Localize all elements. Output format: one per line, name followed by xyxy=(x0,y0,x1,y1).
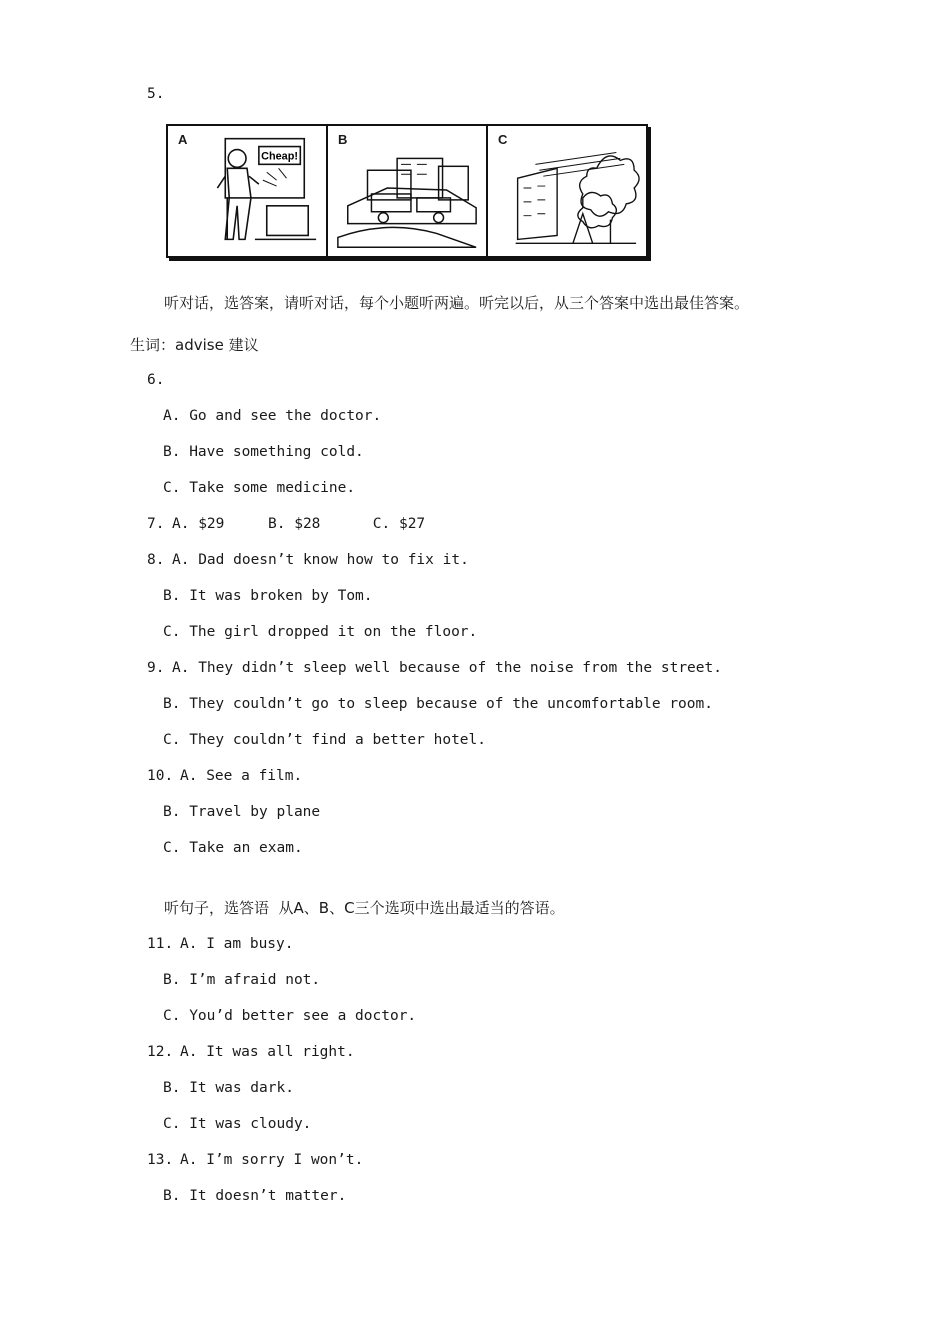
question-12-option-c[interactable]: C. It was cloudy. xyxy=(163,1116,312,1132)
question-5-number: 5. xyxy=(147,86,165,102)
question-8-option-c[interactable]: C. The girl dropped it on the floor. xyxy=(163,624,478,640)
question-6-number: 6. xyxy=(147,372,165,388)
question-6-option-c[interactable]: C. Take some medicine. xyxy=(163,480,356,496)
question-5-picture-strip xyxy=(166,124,648,258)
question-9-option-c[interactable]: C. They couldn’t find a better hotel. xyxy=(163,732,487,748)
sentence-section-instruction: 听句子，选答语 从A、B、C三个选项中选出最适当的答语。 xyxy=(164,899,565,917)
question-10-option-a[interactable]: A. See a film. xyxy=(180,768,303,784)
question-11-option-c[interactable]: C. You’d better see a doctor. xyxy=(163,1008,417,1024)
question-8-option-a[interactable]: A. Dad doesn’t know how to fix it. xyxy=(172,552,469,568)
question-8-option-b[interactable]: B. It was broken by Tom. xyxy=(163,588,373,604)
question-6-option-b[interactable]: B. Have something cold. xyxy=(163,444,364,460)
question-12-option-a[interactable]: A. It was all right. xyxy=(180,1044,355,1060)
panel-letter-a: A xyxy=(178,132,188,147)
vocabulary-note: 生词：advise 建议 xyxy=(130,336,259,354)
question-10-option-b[interactable]: B. Travel by plane xyxy=(163,804,321,820)
question-11-option-a[interactable]: A. I am busy. xyxy=(180,936,294,952)
picture-panel-a[interactable] xyxy=(168,126,328,256)
question-11-option-b[interactable]: B. I’m afraid not. xyxy=(163,972,321,988)
question-12-option-b[interactable]: B. It was dark. xyxy=(163,1080,294,1096)
traffic-jam-illustration-icon xyxy=(328,126,486,256)
question-9-number: 9. xyxy=(147,660,165,676)
polluted-street-illustration-icon xyxy=(488,126,646,256)
question-10-option-c[interactable]: C. Take an exam. xyxy=(163,840,303,856)
picture-panel-b[interactable] xyxy=(328,126,488,256)
question-13-option-a[interactable]: A. I’m sorry I won’t. xyxy=(180,1152,364,1168)
question-7-options[interactable]: A. $29 B. $28 C. $27 xyxy=(172,516,426,532)
question-6-option-a[interactable]: A. Go and see the doctor. xyxy=(163,408,382,424)
question-10-number: 10. xyxy=(147,768,174,784)
cheap-sign-text: Cheap! xyxy=(261,150,298,163)
question-13-option-b[interactable]: B. It doesn’t matter. xyxy=(163,1188,347,1204)
question-11-number: 11. xyxy=(147,936,174,952)
panel-letter-c: C xyxy=(498,132,508,147)
panel-letter-b: B xyxy=(338,132,348,147)
question-8-number: 8. xyxy=(147,552,165,568)
question-7-number: 7. xyxy=(147,516,165,532)
question-13-number: 13. xyxy=(147,1152,174,1168)
question-12-number: 12. xyxy=(147,1044,174,1060)
dialogue-section-instruction: 听对话，选答案，请听对话，每个小题听两遍。听完以后，从三个答案中选出最佳答案。 xyxy=(164,294,750,312)
question-9-option-a[interactable]: A. They didn’t sleep well because of the noise from the street. xyxy=(172,660,722,676)
question-9-option-b[interactable]: B. They couldn’t go to sleep because of the uncomfortable room. xyxy=(163,696,713,712)
shop-window-man-illustration-icon xyxy=(168,126,326,256)
picture-panel-c[interactable] xyxy=(488,126,646,256)
